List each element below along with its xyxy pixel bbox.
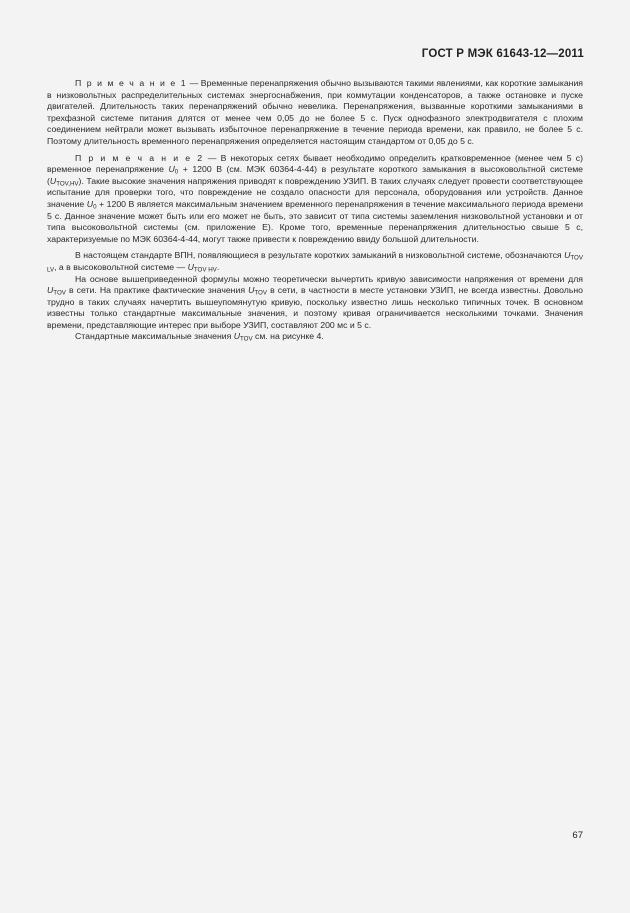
symbol-utov-hv-subscript: TOV,HV	[56, 180, 79, 188]
symbol-utov-lv: U	[564, 250, 571, 261]
paragraph-text: В настоящем стандарте ВПН, появляющиеся в результате коротких замыканий в низковольтной системе, обозначаются	[75, 250, 565, 261]
symbol-u0: U	[168, 164, 175, 175]
symbol-utov: U	[248, 285, 255, 296]
symbol-utov-subscript: TOV	[240, 335, 253, 343]
symbol-utov: U	[233, 331, 241, 342]
note-1	[47, 78, 583, 148]
symbol-utov-subscript: TOV	[53, 289, 66, 297]
symbol-utov-lv-subscript: TOV LV	[47, 254, 583, 274]
note-2-text-1: — В некоторых сетях бывает необходимо определить кратковременное (менее чем 5 с) временное перенапряжение	[47, 152, 584, 175]
symbol-u0-second-subscript: 0	[93, 203, 97, 211]
symbol-utov-hv: U	[187, 261, 194, 272]
note-1-label: П р и м е ч а н и е 1	[75, 78, 188, 88]
symbol-utov-hv-subscript: TOV HV	[193, 266, 217, 274]
paragraph-text: в сети. На практике фактические значения	[65, 285, 249, 296]
note-2-text-4: + 1200 В является максимальным значением временного перенапряжения в течение максимального периода времени 5 с. Данное значение может быть или его может не быть, это зависит от типа системы заземления низковольтной установки и от типа высоковольтной системы (см. приложение Е). Кроме того, временные перенапряжения длительностью свыше 5 с, характеризуемые по МЭК 60364-4-44, могут также привести к повреждению ввиду большой длительности.	[47, 198, 583, 244]
note-2-text-2: + 1200 В (см. МЭК 60364-4-44) в результате короткого замыкания в высоковольтной системе (	[47, 164, 584, 186]
paragraph-text: Стандартные максимальные значения	[75, 331, 234, 342]
paragraph-text: в сети, в частности в месте установки УЗИП, не всегда известны. Довольно трудно в таких случаях начертить вышеупомянутую кривую, поскольку известно лишь несколько типичных точек. В основном известны только стандартные максимальные значения, и поэтому кривая ограничивается несколькими точками. Значения времени, представляющие интерес при выборе УЗИП, составляют 200 мс и 5 с.	[47, 285, 584, 330]
symbol-u0-subscript: 0	[174, 168, 179, 176]
note-2	[47, 153, 583, 246]
symbol-u0-second: U	[86, 198, 94, 209]
symbol-utov: U	[47, 285, 54, 296]
paragraph-text: см. на рисунке 4.	[252, 331, 324, 342]
paragraph-text: , а в высоковольтной системе —	[54, 261, 188, 272]
standard-designation-header: ГОСТ Р МЭК 61643-12—2011	[421, 48, 584, 60]
body-text	[47, 78, 583, 343]
paragraph-text: На основе вышеприведенной формулы можно теоретически вычертить кривую зависимости напряжения от времени для	[75, 273, 583, 284]
paragraph-curve	[47, 274, 583, 332]
paragraph-figure-reference	[47, 331, 583, 343]
paragraph-text: .	[216, 261, 220, 272]
note-1-text: — Временные перенапряжения обычно вызываются такими явлениями, как короткие замыкания в низковольтных распределительных системах энергоснабжения, при коммутации конденсаторов, а также остановке и пуске двигателей. Длительность таких перенапряжений обычно невелика. Перенапряжения, вызванные короткими замыканиями в трехфазной системе питания длятся от менее чем 0,05 до не более 5 с. Пуск однофазного электродвигателя с плохим соединением нейтрали может вызывать избыточное перенапряжение в течение периода времени, как правило, не более 5 с. Поэтому длительность временного перенапряжения определяется настоящим стандартом от 0,05 до 5 с.	[47, 78, 583, 146]
note-2-label: П р и м е ч а н и е 2	[75, 152, 204, 163]
symbol-utov-hv: U	[49, 175, 57, 186]
page-number: 67	[572, 830, 583, 841]
symbol-utov-subscript: TOV	[254, 289, 267, 297]
note-2-text-3: ). Такие высокие значения напряжения приводят к повреждению УЗИП. В таких случаях следует провести соответствующее испытание для проверки того, что повреждение не создало опасности для персонала, оборудования или устройств. Данное значение	[47, 175, 583, 209]
paragraph-tov-designation	[47, 250, 583, 273]
